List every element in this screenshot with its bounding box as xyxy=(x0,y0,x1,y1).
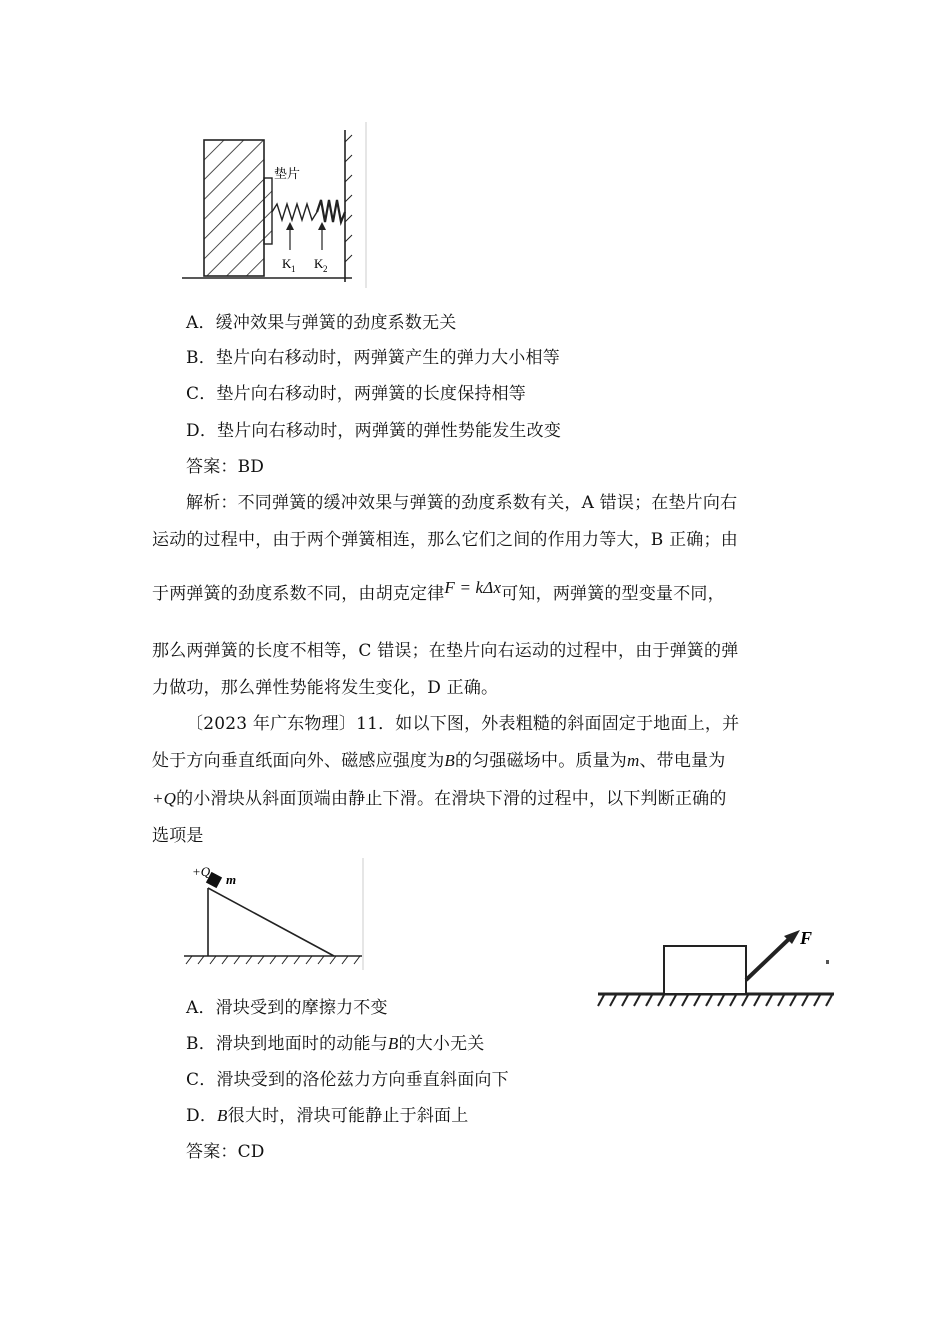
k1-subscript: 1 xyxy=(291,264,296,274)
incline-figure xyxy=(182,858,364,970)
q2-option-d xyxy=(186,1106,468,1126)
var-b: B xyxy=(444,751,455,770)
q2-option-b-var: B xyxy=(387,1034,399,1053)
q2-stem-line-2 xyxy=(152,751,725,771)
k2-label: K xyxy=(314,256,324,271)
q2-answer: 答案：CD xyxy=(186,1142,265,1162)
spring-buffer-figure xyxy=(182,122,368,288)
hooke-law-formula: F = kΔx xyxy=(444,578,502,597)
q1-option-d: D．垫片向右移动时，两弹簧的弹性势能发生改变 xyxy=(186,421,562,441)
q2-option-c: C．滑块受到的洛伦兹力方向垂直斜面向下 xyxy=(186,1070,509,1090)
q1-option-a: A．缓冲效果与弹簧的劲度系数无关 xyxy=(186,313,457,333)
q1-analysis-line-3b: 可知，两弹簧的型变量不同， xyxy=(501,584,725,604)
q1-analysis-line-3 xyxy=(152,578,725,604)
q2-option-b-tail: 的大小无关 xyxy=(398,1034,485,1054)
q1-analysis-line-1: 解析：不同弹簧的缓冲效果与弹簧的劲度系数有关，A 错误；在垫片向右 xyxy=(186,493,738,513)
q1-analysis-line-3a: 于两弹簧的劲度系数不同，由胡克定律 xyxy=(152,584,445,604)
force-label: F xyxy=(800,928,813,948)
charge-label: +Q xyxy=(192,864,211,879)
k1-label: K xyxy=(282,256,292,271)
k2-subscript: 2 xyxy=(323,264,328,274)
q2-stem-2e: 、带电量为 xyxy=(639,751,726,771)
q2-stem-3b: 的小滑块从斜面顶端由静止下滑。在滑块下滑的过程中，以下判断正确的 xyxy=(176,789,727,809)
q1-analysis-line-5: 力做功，那么弹性势能将发生变化，D 正确。 xyxy=(152,678,499,698)
q2-option-a: A．滑块受到的摩擦力不变 xyxy=(186,998,388,1018)
q1-option-c: C．垫片向右移动时，两弹簧的长度保持相等 xyxy=(186,384,527,404)
q1-analysis-line-4: 那么两弹簧的长度不相等，C 错误；在垫片向右运动的过程中，由于弹簧的弹 xyxy=(152,641,739,661)
q2-stem-line-3 xyxy=(152,789,727,809)
q2-stem-line-4: 选项是 xyxy=(152,826,204,846)
mass-label: m xyxy=(226,872,237,887)
q2-option-d-tail: 很大时，滑块可能静止于斜面上 xyxy=(227,1106,469,1126)
q2-option-d-var: B xyxy=(217,1106,228,1125)
var-q: +Q xyxy=(152,789,177,808)
pad-label: 垫片 xyxy=(274,167,301,182)
block-force-figure xyxy=(594,922,836,1016)
q2-option-b xyxy=(186,1034,485,1054)
q2-stem-2c: 的匀强磁场中。质量为 xyxy=(455,751,627,771)
q2-option-d-prefix: D． xyxy=(186,1106,218,1126)
q2-stem-2a: 处于方向垂直纸面向外、磁感应强度为 xyxy=(152,751,445,771)
q1-answer: 答案：BD xyxy=(186,457,265,477)
q2-option-b-text: B．滑块到地面时的动能与 xyxy=(186,1034,388,1054)
var-m: m xyxy=(627,751,640,770)
q1-analysis-line-2: 运动的过程中，由于两个弹簧相连，那么它们之间的作用力等大，B 正确；由 xyxy=(152,530,738,550)
q1-option-b: B．垫片向右移动时，两弹簧产生的弹力大小相等 xyxy=(186,348,560,368)
q2-stem-line-1: 〔2023 年广东物理〕11．如以下图，外表粗糙的斜面固定于地面上，并 xyxy=(186,714,740,734)
